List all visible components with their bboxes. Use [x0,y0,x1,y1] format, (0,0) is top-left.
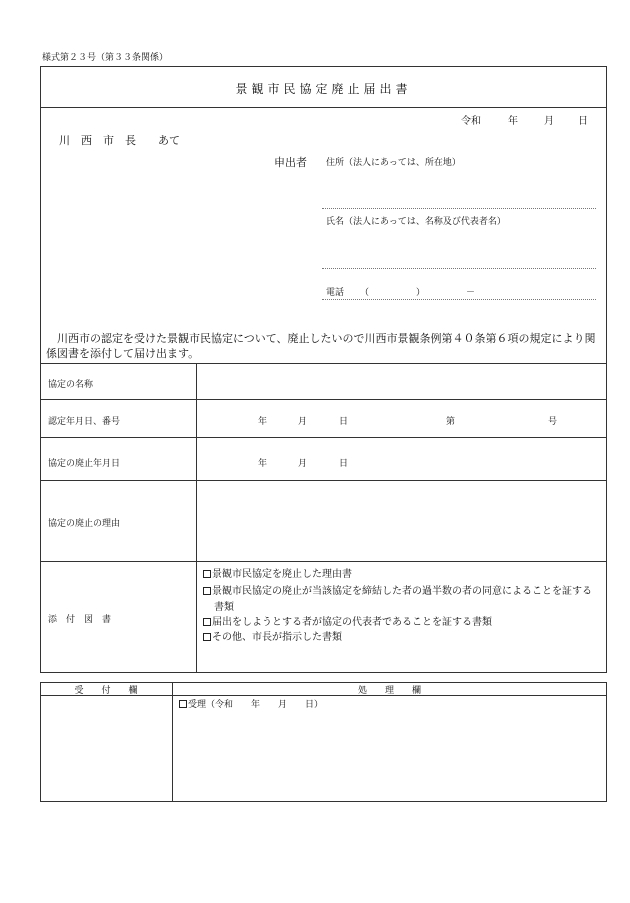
table-top-border [40,363,607,364]
address-label: 住所（法人にあっては、所在地） [326,158,461,168]
date-month: 月 [544,116,554,127]
cert-day: 日 [339,417,349,427]
row-divider [40,561,607,562]
abolition-date-label: 協定の廃止年月日 [48,459,121,469]
phone-line [322,299,596,300]
phone-label: 電話 [326,288,345,298]
checkbox-icon[interactable] [203,587,211,595]
attachment-item: 景観市民協定の廃止が当該協定を締結した者の過半数の者の同意によることを証する [203,582,592,597]
date-era: 令和 [461,116,481,127]
abolition-month: 月 [298,459,308,469]
cert-date-label: 認定年月日、番号 [48,417,121,427]
form-number: 様式第２３号（第３３条関係） [42,53,169,63]
address-line [322,208,596,209]
office-use-table [40,682,607,802]
checkbox-icon[interactable] [179,700,187,708]
form-title: 景観市民協定廃止届出書 [235,82,412,96]
name-line [322,268,596,269]
attachment-item-continuation: 書類 [214,602,234,613]
agreement-name-label: 協定の名称 [48,380,94,390]
attachment-item: その他、市長が指示した書類 [203,628,342,643]
abolition-year: 年 [258,459,268,469]
name-label: 氏名（法人にあっては、名称及び代表者名） [326,217,506,227]
attachment-item: 景観市民協定を廃止した理由書 [203,565,352,580]
phone-close-paren: ） [416,288,426,298]
checkbox-icon[interactable] [203,633,211,641]
cert-month: 月 [298,417,308,427]
phone-dash: － [466,288,476,298]
processing-header: 処 理 欄 [357,686,421,696]
date-year: 年 [508,116,518,127]
office-column-divider [172,682,173,802]
reason-label: 協定の廃止の理由 [48,519,121,529]
attachments-label: 添 付 図 書 [48,615,112,625]
row-divider [40,437,607,438]
statement-text: 川西市の認定を受けた景観市民協定について、廃止したいので川西市景観条例第４０条第６項の規定により関係図書を添付して届け出ます。 [46,332,596,360]
addressee: 川 西 市 長 あて [59,134,180,147]
row-divider [40,399,607,400]
cert-number-suffix: 号 [548,417,558,427]
date-day: 日 [578,116,588,127]
checkbox-icon[interactable] [203,618,211,626]
reception-header: 受 付 欄 [74,686,138,696]
applicant-label: 申出者 [274,156,307,169]
phone-open-paren: （ [360,288,370,298]
cert-year: 年 [258,417,268,427]
attachment-item: 届出をしようとする者が協定の代表者であることを証する書類 [203,613,492,628]
cert-number-prefix: 第 [446,417,456,427]
title-divider [40,107,607,108]
received-entry: 受理（令和 年 月 日） [179,697,323,710]
table-column-divider [196,363,197,673]
checkbox-icon[interactable] [203,570,211,578]
row-divider [40,480,607,481]
abolition-day: 日 [339,459,349,469]
